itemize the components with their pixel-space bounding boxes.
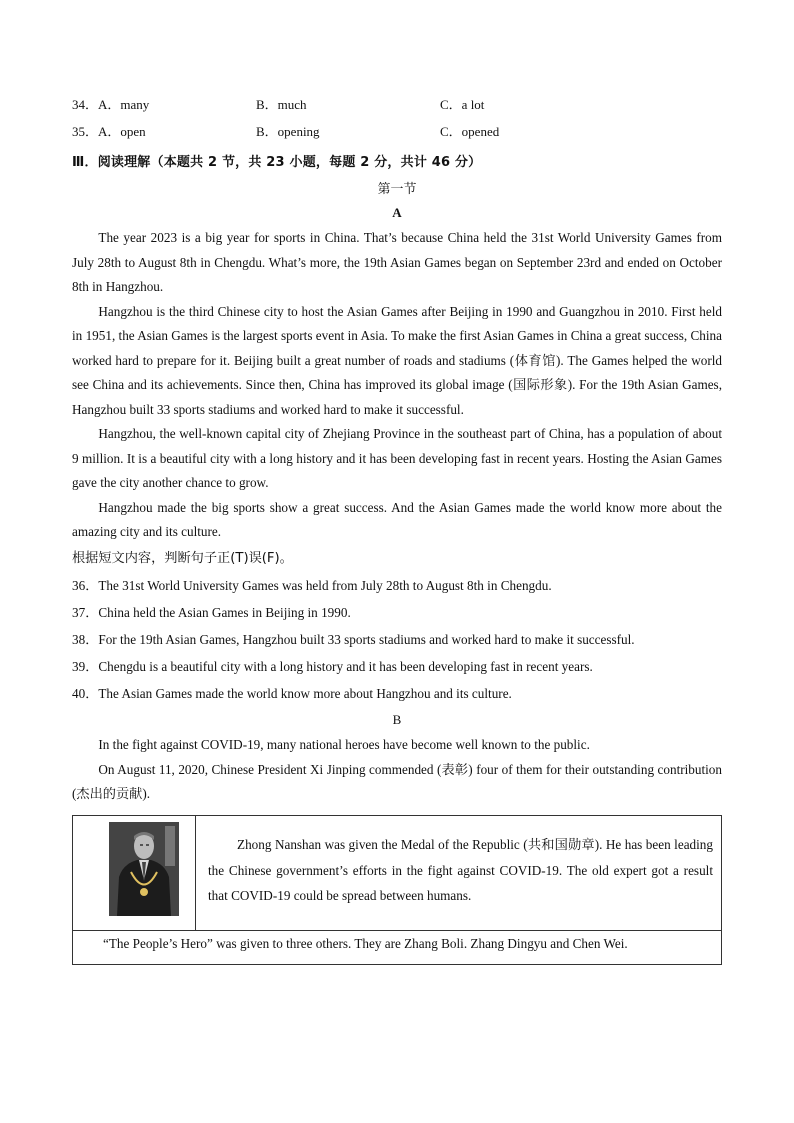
question-40: 40．The Asian Games made the world know more about Hangzhou and its culture. [72, 686, 512, 701]
passage-b [72, 733, 722, 807]
description-cell [196, 816, 721, 930]
part-title: 第一节 [377, 182, 417, 197]
table-bottom-row: “The People’s Hero” was given to three others. They are Zhang Boli. Zhang Dingyu and Chen Wei. [73, 930, 721, 964]
option-c: C．a lot [440, 97, 485, 112]
section-heading: Ⅲ．阅读理解（本题共 2 节，共 23 小题，每题 2 分，共计 46 分） [72, 155, 482, 170]
option-c: C．opened [440, 124, 500, 139]
question-39: 39．Chengdu is a beautiful city with a long history and it has been developing fast in recent years. [72, 659, 593, 674]
paragraph: Hangzhou is the third Chinese city to host the Asian Games after Beijing in 1990 and Guangzhou in 2010. First held in 1951, the Asian Games is the largest sports event in Asia. To make the first Asian Games in China a great success, China worked hard to prepare for it. Beijing built a great number of roads and stadiums (体育馆). The Games helped the world see China and its achievements. Since then, China has improved its global image (国际形象). For the 19th Asian Games, Hangzhou built 33 sports stadiums and worked hard to make it successful. [72, 303, 722, 417]
question-34-options [72, 96, 732, 114]
option-a: 35．A．open [72, 124, 146, 139]
photo-cell [73, 816, 196, 930]
portrait-photo [109, 822, 179, 916]
hero-table [72, 815, 722, 965]
paragraph: In the fight against COVID-19, many national heroes have become well known to the public. [98, 737, 590, 752]
question-36: 36．The 31st World University Games was held from July 28th to August 8th in Chengdu. [72, 578, 552, 593]
option-b: B．much [256, 97, 307, 112]
cell-text: Zhong Nanshan was given the Medal of the Republic (共和国勋章). He has been leading the Chinese government’s efforts in the fight against COVID-19. The old expert got a result that COVID-19 could be spread between humans. [208, 837, 713, 903]
question-38: 38．For the 19th Asian Games, Hangzhou built 33 sports stadiums and worked hard to make it successful. [72, 632, 635, 647]
paragraph: Hangzhou, the well-known capital city of Zhejiang Province in the southeast part of China, has a population of about 9 million. It is a beautiful city with a long history and it has been developing fast in recent years. Hosting the Asian Games gave the city another chance to grow. [72, 426, 722, 490]
option-a: 34．A．many [72, 97, 150, 112]
passage-a-label: A [392, 205, 402, 220]
question-37: 37．China held the Asian Games in Beijing in 1990. [72, 605, 351, 620]
question-35-options [72, 123, 732, 141]
option-b: B．opening [256, 124, 320, 139]
passage-a [72, 226, 722, 545]
paragraph: Hangzhou made the big sports show a great success. And the Asian Games made the world know more about the amazing city and its culture. [72, 499, 722, 539]
paragraph: The year 2023 is a big year for sports in China. That’s because China held the 31st World University Games from July 28th to August 8th in Chengdu. What’s more, the 19th Asian Games began on September 23rd and ended on October 8th in Hangzhou. [72, 230, 722, 294]
instruction: 根据短文内容，判断句子正(T)误(F)。 [72, 551, 293, 566]
passage-b-label: B [392, 712, 402, 727]
paragraph: On August 11, 2020, Chinese President Xi Jinping commended (表彰) four of them for their outstanding contribution (杰出的贡献). [72, 761, 722, 801]
